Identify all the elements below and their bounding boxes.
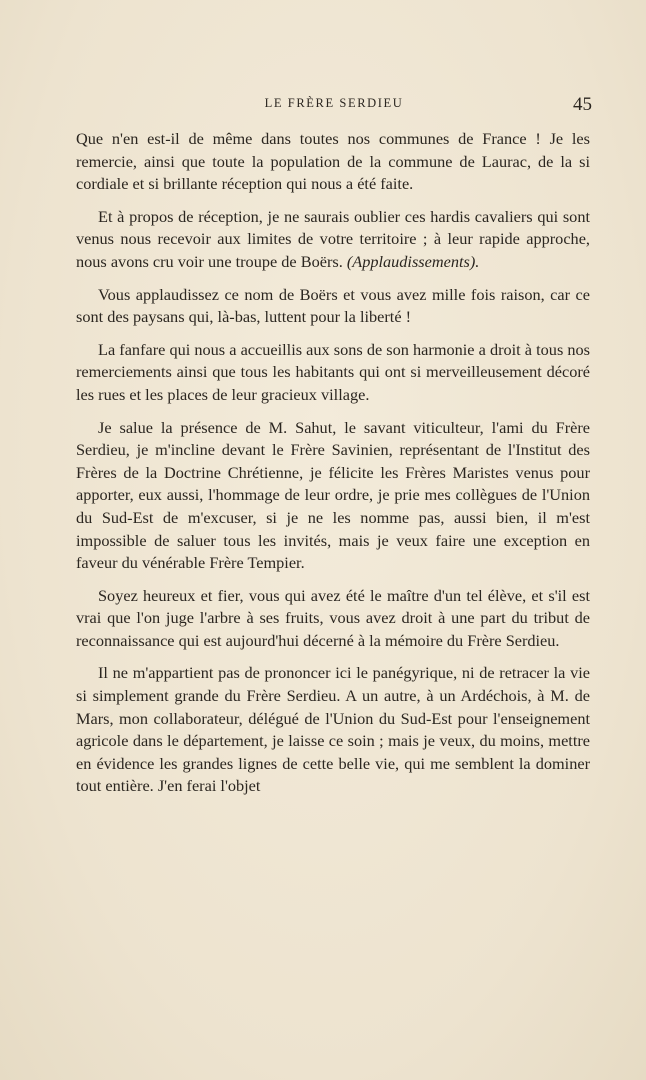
paragraph-text: Je salue la présence de M. Sahut, le savant viticulteur, l'ami du Frère Serdieu, je m'incline devant le Frère Savinien, représentant de l'Institut des Frères de la Doctrine Chrétienne, je félicite les Frères Maristes venus pour apporter, eux aussi, l'hommage de leur ordre, je prie mes collègues de l'Union du Sud-Est de m'excuser, si je ne les nomme pas, aussi bien, il m'est impossible de saluer tous les invités, mais je veux faire une exception en faveur du vénérable Frère Tempier. [76, 417, 590, 573]
paragraph-text: Vous applaudissez ce nom de Boërs et vous avez mille fois raison, car ce sont des paysans qui, là-bas, luttent pour la liberté ! [76, 284, 590, 327]
paragraph-text: Que n'en est-il de même dans toutes nos communes de France ! Je les remercie, ainsi que toute la population de la commune de Laurac, de la si cordiale et si brillante réception qui nous a été faite. [76, 129, 590, 194]
paragraph [76, 128, 590, 196]
paragraph [76, 206, 590, 274]
body-text [76, 128, 590, 808]
paragraph [76, 585, 590, 653]
paragraph [76, 662, 590, 798]
paragraph [76, 284, 590, 329]
paragraph-text: Il ne m'appartient pas de prononcer ici le panégyrique, ni de retracer la vie si simplement grande du Frère Serdieu. A un autre, à un Ardéchois, à M. de Mars, mon collaborateur, délégué de l'Union du Sud-Est pour l'enseignement agricole dans le département, je laisse ce soin ; mais je veux, du moins, mettre en évidence les grandes lignes de cette belle vie, qui me semblent la dominer tout entière. J'en ferai l'objet [76, 663, 590, 796]
running-head [76, 94, 592, 124]
paragraph [76, 417, 590, 575]
paragraph [76, 339, 590, 407]
applause-note: (Applaudissements). [346, 251, 480, 271]
paragraph-text: La fanfare qui nous a accueillis aux sons de son harmonie a droit à tous nos remerciements ainsi que tous les habitants qui ont si merveilleusement décoré les rues et les places de leur gracieux village. [76, 339, 590, 404]
paragraph-text: Et à propos de réception, je ne saurais oublier ces hardis cavaliers qui sont venus nous recevoir aux limites de votre territoire ; à leur rapide approche, nous avons cru voir une troupe de Boërs. [76, 206, 590, 271]
paragraph-text: Soyez heureux et fier, vous qui avez été le maître d'un tel élève, et s'il est vrai que l'on juge l'arbre à ses fruits, vous avez droit à une part du tribut de reconnaissance qui est aujourd'hui décerné à la mémoire du Frère Serdieu. [76, 585, 590, 650]
running-title: LE FRÈRE SERDIEU [264, 96, 404, 110]
page-number: 45 [573, 94, 592, 115]
